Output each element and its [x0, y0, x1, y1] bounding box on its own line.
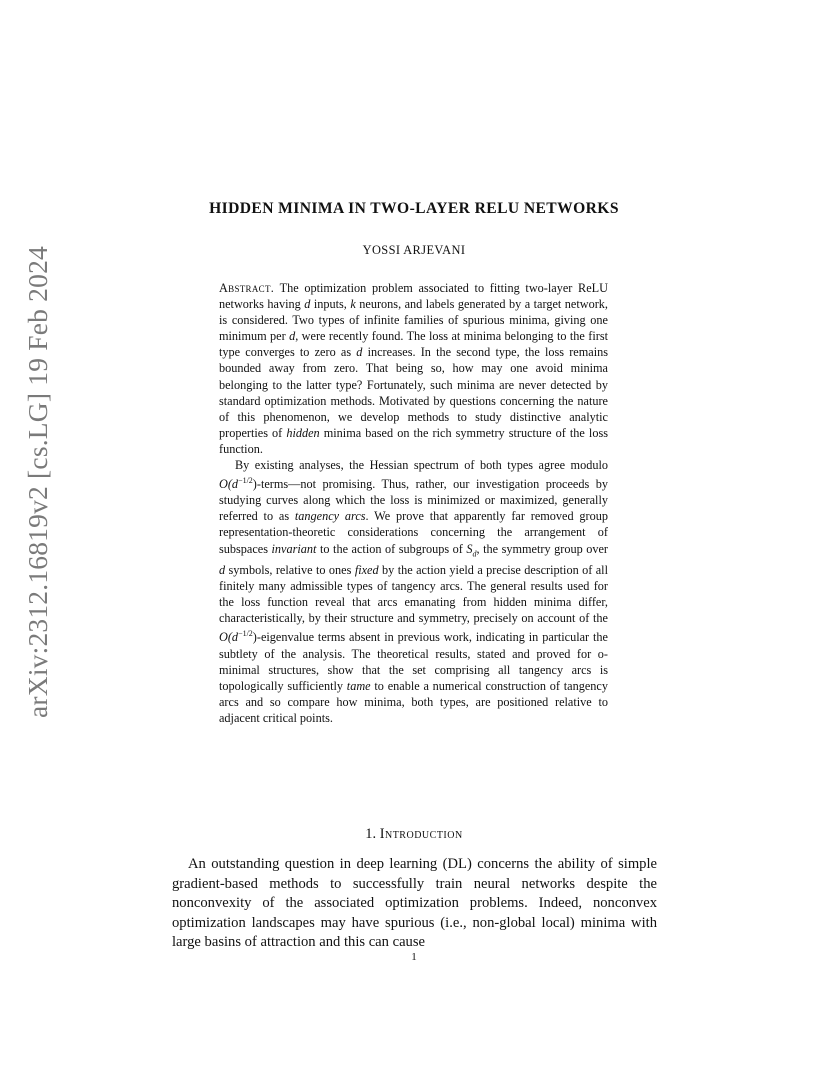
arxiv-identifier: arXiv:2312.16819v2 [cs.LG] 19 Feb 2024	[22, 246, 53, 718]
abstract-label: Abstract.	[219, 281, 275, 295]
intro-paragraph: An outstanding question in deep learning (DL) concerns the ability of simple gradient-based methods to successfully train neural networks despite the nonconvexity of the associated optimization problems. Indeed, nonconvex optimization landscapes may have spurious (i.e., non-global local) minima with large basins of attraction and this can cause	[172, 856, 657, 950]
section-title: Introduction	[379, 826, 463, 842]
paper-title: HIDDEN MINIMA IN TWO-LAYER RELU NETWORKS	[209, 200, 619, 217]
section-heading-introduction	[0, 826, 828, 843]
abstract	[219, 280, 608, 726]
abstract-paragraph-2: By existing analyses, the Hessian spectrum of both types agree modulo $O(d^{-1/2})-terms—not$ promising. Thus, rather, our investigation proceeds by studying curves along which the loss is minimized or maximized, generally referred to as tangency arcs. We prove that apparently far removed group representation-theoretic considerations concerning the arrangement of subspaces invariant to the action of subgroups of $S_d$, the symmetry group over d symbols, relative to ones fixed by the action yield a precise description of all finitely many admissible types of tangency arcs. The general results used for the loss function reveal that arcs emanating from hidden minima differ, characteristically, by their structure and symmetry, precisely on account of the $O(d^{-1/2})$-eigenvalue terms absent in previous work, indicating in particular the subtlety of the analysis. The theoretical results, stated and proved for o-minimal structures, show that the set comprising all tangency arcs is topologically sufficiently tame to enable a numerical construction of tangency arcs and so compare how minima, both types, are positioned relative to adjacent critical points.	[219, 458, 608, 726]
page-number: 1	[411, 951, 417, 963]
abstract-paragraph-1: Abstract. The optimization problem associated to fitting two-layer ReLU networks having d inputs, k neurons, and labels generated by a target network, is considered. Two types of infinite families of spurious minima, giving one minimum per d, were recently found. The loss at minima belonging to the first type converges to zero as d increases. In the second type, the loss remains bounded away from zero. That being so, how may one avoid minima belonging to the latter type? Fortunately, such minima are never detected by standard optimization methods. Motivated by questions concerning the nature of this phenomenon, we develop methods to study distinctive analytic properties of hidden minima based on the rich symmetry structure of the loss function.	[219, 281, 608, 456]
author-name: YOSSI ARJEVANI	[362, 243, 466, 257]
section-number: 1.	[365, 826, 377, 842]
arxiv-margin-stamp	[22, 246, 54, 718]
introduction-body	[172, 855, 657, 953]
